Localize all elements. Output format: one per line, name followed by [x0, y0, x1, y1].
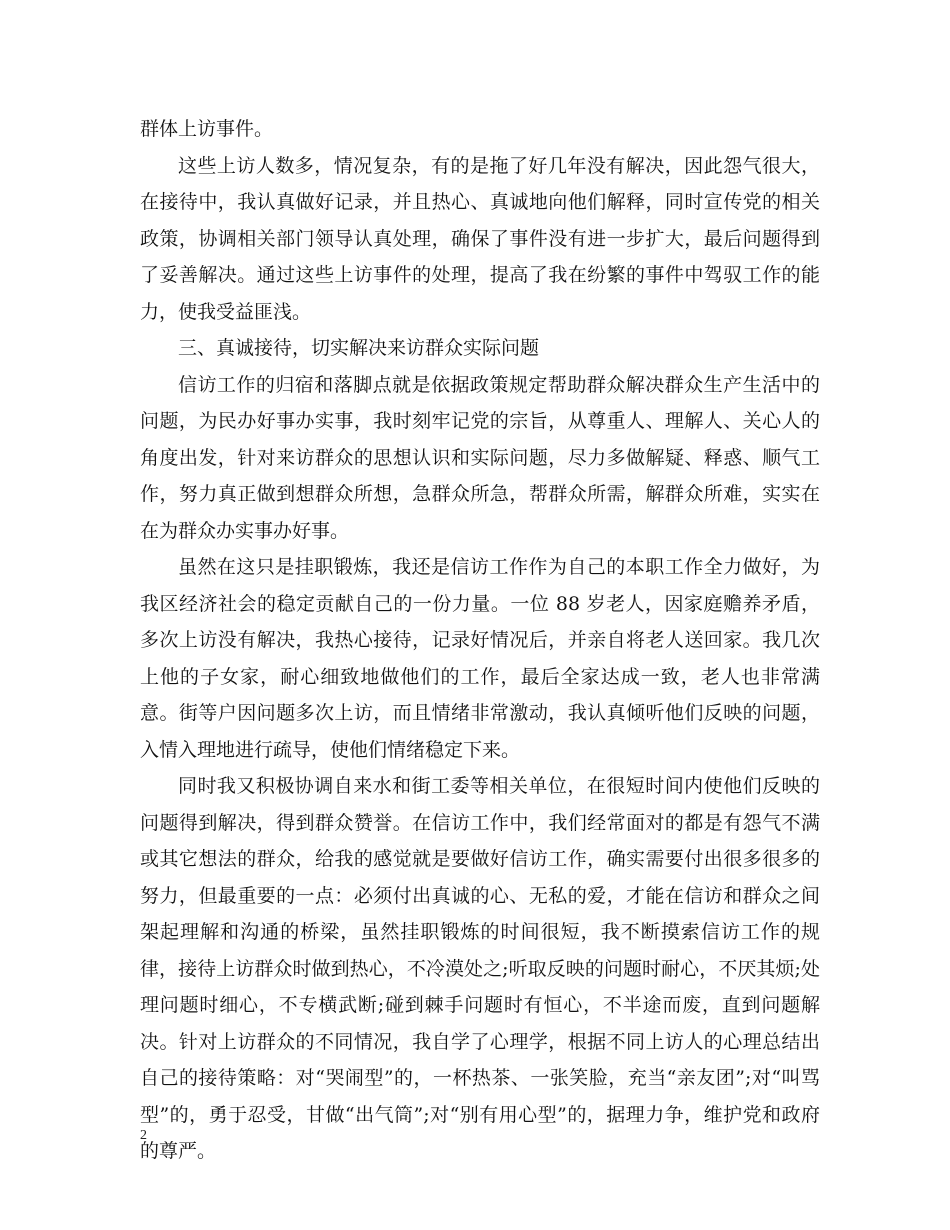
paragraph-coordination-strategy: 同时我又积极协调自来水和街工委等相关单位，在很短时间内使他们反映的问题得到解决，得到群众赞誉。在信访工作中，我们经常面对的都是有怨气不满或其它想法的群众，给我的感觉就是要做好信访工作，确实需要付出很多很多的努力，但最重要的一点：必须付出真诚的心、无私的爱，才能在信访和群众之间架起理解和沟通的桥梁，虽然挂职锻炼的时间很短，我不断摸索信访工作的规律，接待上访群众时做到热心，不冷漠处之;听取反映的问题时耐心，不厌其烦;处理问题时细心，不专横武断;碰到棘手问题时有恒心，不半途而废，直到问题解决。针对上访群众的不同情况，我自学了心理学，根据不同上访人的心理总结出自己的接待策略：对“哭闹型”的，一杯热茶、一张笑脸，充当“亲友团”;对“叫骂型”的，勇于忍受，甘做“出气筒”;对“别有用心型”的，据理力争，维护党和政府的尊严。 [140, 775, 820, 1162]
page-number: 2 [140, 1128, 147, 1143]
section-heading-sincere-reception: 三、真诚接待，切实解决来访群众实际问题 [178, 337, 540, 359]
paragraph-elderly-case: 虽然在这只是挂职锻炼，我还是信访工作作为自己的本职工作全力做好，为我区经济社会的稳定贡献自己的一份力量。一位 88 岁老人，因家庭赡养矛盾，多次上访没有解决，我热心接待，记录好情况后，并亲自将老人送回家。我几次上他的子女家，耐心细致地做他们的工作，最后全家达成一致，老人也非常满意。街等户因问题多次上访，而且情绪非常激动，我认真倾听他们反映的问题，入情入理地进行疏导，使他们情绪稳定下来。 [140, 556, 820, 761]
document-body [140, 111, 820, 1170]
paragraph-petitioners: 这些上访人数多，情况复杂，有的是拖了好几年没有解决，因此怨气很大，在接待中，我认真做好记录，并且热心、真诚地向他们解释，同时宣传党的相关政策，协调相关部门领导认真处理，确保了事件没有进一步扩大，最后问题得到了妥善解决。通过这些上访事件的处理，提高了我在纷繁的事件中驾驭工作的能力，使我受益匪浅。 [140, 154, 820, 323]
paragraph-petition-purpose: 信访工作的归宿和落脚点就是依据政策规定帮助群众解决群众生产生活中的问题，为民办好事办实事，我时刻牢记党的宗旨，从尊重人、理解人、关心人的角度出发，针对来访群众的思想认识和实际问题，尽力多做解疑、释惑、顺气工作，努力真正做到想群众所想，急群众所急，帮群众所需，解群众所难，实实在在为群众办实事办好事。 [140, 373, 820, 542]
paragraph-continuation: 群体上访事件。 [140, 118, 274, 140]
